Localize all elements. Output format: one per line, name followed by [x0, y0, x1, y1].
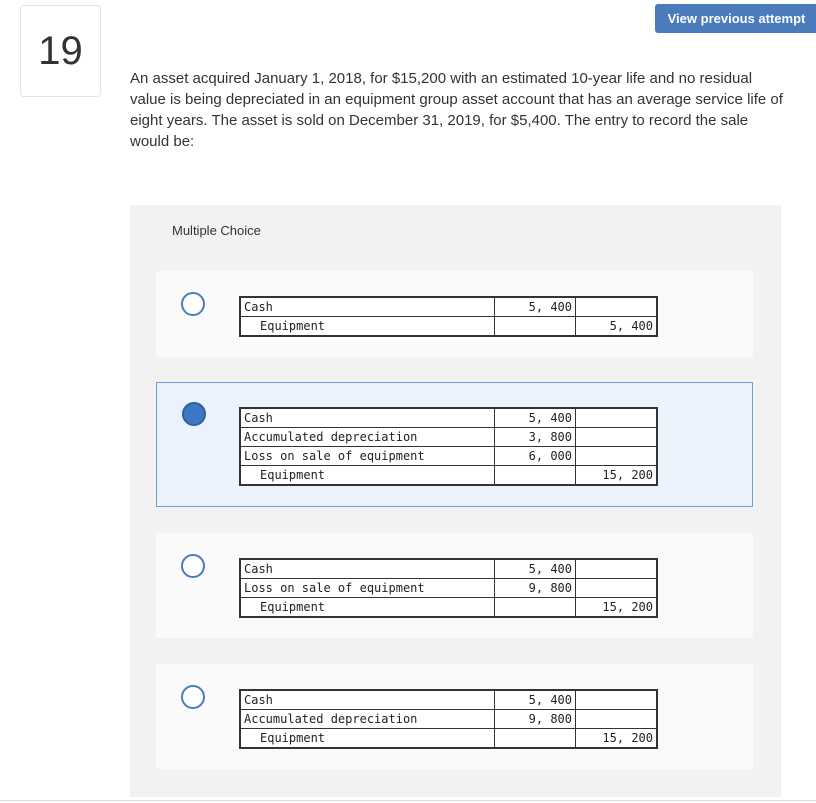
radio-button-a[interactable]: [181, 292, 205, 316]
debit-amount: 5, 400: [495, 408, 576, 428]
table-row: [240, 710, 657, 729]
account-name: Cash: [240, 690, 495, 710]
account-name: Equipment: [240, 598, 495, 618]
credit-amount: [576, 447, 658, 466]
account-name: Accumulated depreciation: [240, 428, 495, 447]
credit-amount: [576, 297, 658, 317]
table-row: [240, 317, 657, 337]
credit-amount: 15, 200: [576, 466, 658, 486]
credit-amount: [576, 428, 658, 447]
multiple-choice-panel: [130, 205, 781, 797]
radio-button-d[interactable]: [181, 685, 205, 709]
choice-option-d[interactable]: [156, 664, 753, 769]
credit-amount: [576, 710, 658, 729]
credit-amount: 15, 200: [576, 729, 658, 749]
account-name: Equipment: [240, 729, 495, 749]
debit-amount: 6, 000: [495, 447, 576, 466]
debit-amount: 9, 800: [495, 710, 576, 729]
debit-amount: [495, 317, 576, 337]
choice-option-a[interactable]: [156, 271, 753, 357]
debit-amount: [495, 598, 576, 618]
credit-amount: [576, 690, 658, 710]
table-row: [240, 598, 657, 618]
debit-amount: [495, 729, 576, 749]
radio-button-b-selected[interactable]: [182, 402, 206, 426]
credit-amount: [576, 579, 658, 598]
table-row: [240, 297, 657, 317]
debit-amount: 5, 400: [495, 690, 576, 710]
account-name: Loss on sale of equipment: [240, 579, 495, 598]
choice-option-c[interactable]: [156, 533, 753, 638]
journal-entry-table: [239, 296, 658, 337]
table-row: [240, 579, 657, 598]
multiple-choice-label: Multiple Choice: [172, 223, 261, 238]
journal-entry-table: [239, 407, 658, 486]
debit-amount: 3, 800: [495, 428, 576, 447]
table-row: [240, 408, 657, 428]
account-name: Cash: [240, 559, 495, 579]
journal-entry-table: [239, 558, 658, 618]
table-row: [240, 466, 657, 486]
account-name: Cash: [240, 297, 495, 317]
debit-amount: 9, 800: [495, 579, 576, 598]
divider: [0, 800, 816, 801]
credit-amount: 5, 400: [576, 317, 658, 337]
view-previous-attempt-button[interactable]: View previous attempt: [655, 4, 816, 33]
table-row: [240, 447, 657, 466]
debit-amount: [495, 466, 576, 486]
journal-entry-table: [239, 689, 658, 749]
credit-amount: 15, 200: [576, 598, 658, 618]
question-text: An asset acquired January 1, 2018, for $15,200 with an estimated 10-year life and no residual value is being depreciated in an equipment group asset account that has an average service life of eight years. The asset is sold on December 31, 2019, for $5,400. The entry to record the sale would be:: [130, 70, 783, 150]
credit-amount: [576, 408, 658, 428]
question-number: 19: [20, 5, 101, 97]
account-name: Accumulated depreciation: [240, 710, 495, 729]
account-name: Equipment: [240, 466, 495, 486]
table-row: [240, 690, 657, 710]
debit-amount: 5, 400: [495, 559, 576, 579]
account-name: Cash: [240, 408, 495, 428]
credit-amount: [576, 559, 658, 579]
table-row: [240, 428, 657, 447]
table-row: [240, 729, 657, 749]
choice-option-b[interactable]: [156, 382, 753, 507]
debit-amount: 5, 400: [495, 297, 576, 317]
account-name: Equipment: [240, 317, 495, 337]
radio-button-c[interactable]: [181, 554, 205, 578]
table-row: [240, 559, 657, 579]
account-name: Loss on sale of equipment: [240, 447, 495, 466]
